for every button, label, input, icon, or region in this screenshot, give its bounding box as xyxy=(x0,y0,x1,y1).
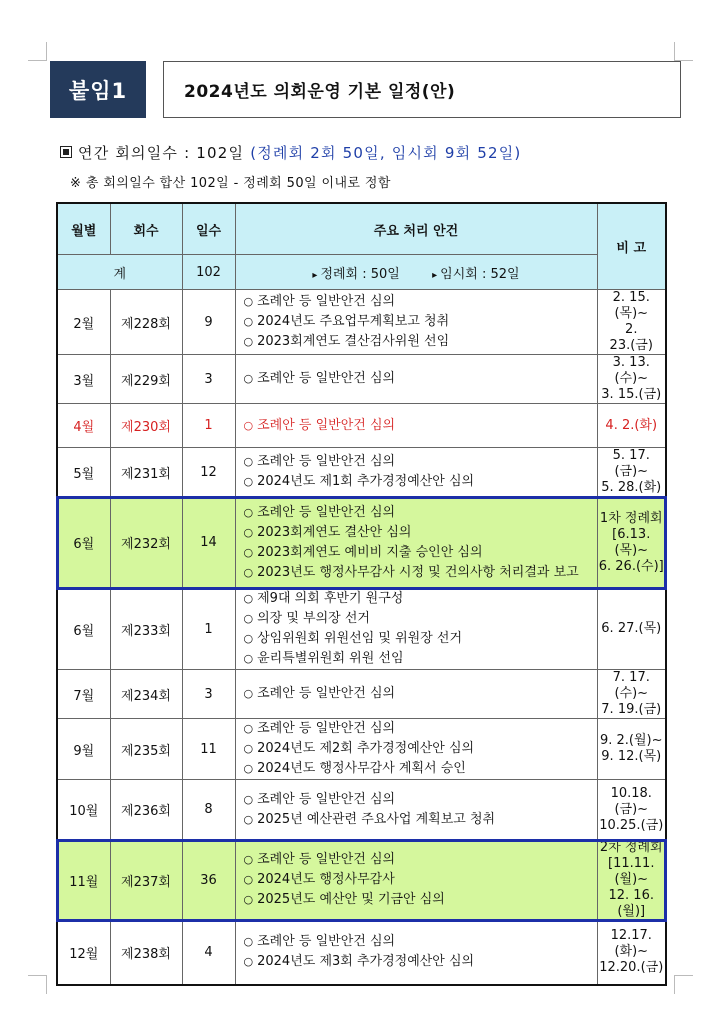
remark-line: 12.20.(금) xyxy=(599,960,664,976)
remark-line: 10.25.(금) xyxy=(599,817,664,833)
row-remark xyxy=(597,290,666,355)
summary-note: ※ 총 회의일수 합산 102일 - 정례회 50일 이내로 정함 xyxy=(70,176,391,191)
circle-bullet-icon: ○ xyxy=(243,792,254,806)
circle-bullet-icon: ○ xyxy=(243,893,254,906)
agenda-item xyxy=(244,850,597,870)
total-label: 계 xyxy=(57,255,182,290)
circle-bullet-icon: ○ xyxy=(243,592,254,605)
row-session: 제229회 xyxy=(110,355,182,404)
row-month: 10월 xyxy=(57,780,110,840)
document-title-text: 2024년도 의회운영 기본 일정(안) xyxy=(184,82,456,102)
circle-bullet-icon: ○ xyxy=(243,853,254,866)
agenda-item xyxy=(244,649,597,669)
agenda-item-text: 2025년도 예산안 및 기금안 심의 xyxy=(257,892,445,907)
remark-line: 9. 12.(목) xyxy=(601,749,662,764)
agenda-item-text: 2024년도 주요업무계획보고 청취 xyxy=(257,314,450,329)
row-days: 4 xyxy=(182,921,235,985)
row-month: 6월 xyxy=(57,589,110,670)
agenda-item-text: 2023회계연도 예비비 지출 승인안 심의 xyxy=(257,544,483,560)
total-regular: 정례회 : 50일 xyxy=(320,266,400,282)
table-row xyxy=(57,290,666,355)
circle-bullet-icon: ○ xyxy=(243,742,254,755)
row-days: 36 xyxy=(182,840,235,921)
row-agenda xyxy=(235,780,597,840)
circle-bullet-icon: ○ xyxy=(243,955,254,969)
row-session: 제230회 xyxy=(110,404,182,448)
summary-prefix: 연간 회의일수 : 102일 xyxy=(78,144,251,162)
remark-line: 3. 15.(금) xyxy=(601,387,662,402)
agenda-item-text: 조례안 등 일반안건 심의 xyxy=(257,791,396,807)
remark-line: 9. 2.(월)~ xyxy=(599,733,663,748)
circle-bullet-icon: ○ xyxy=(243,565,254,579)
row-agenda xyxy=(235,589,597,670)
remark-line: 1차 정례회 xyxy=(599,510,663,526)
row-month: 2월 xyxy=(57,290,110,355)
row-remark xyxy=(597,497,666,589)
agenda-item xyxy=(244,416,597,436)
row-remark xyxy=(597,921,666,985)
row-remark xyxy=(597,404,666,448)
agenda-item xyxy=(244,472,597,492)
agenda-item-text: 2023회계연도 결산안 심의 xyxy=(257,524,412,540)
crop-mark-top-right xyxy=(674,42,693,61)
agenda-item-text: 2024년도 제3회 추가경정예산안 심의 xyxy=(257,954,475,970)
remark-line: 12. 16.(월)] xyxy=(608,888,654,919)
table-row xyxy=(57,355,666,404)
total-breakdown xyxy=(235,255,597,290)
row-agenda xyxy=(235,719,597,780)
agenda-item xyxy=(244,790,597,810)
row-agenda xyxy=(235,355,597,404)
circle-bullet-icon: ○ xyxy=(243,418,254,432)
header-days: 일수 xyxy=(182,203,235,255)
remark-line: 4. 2.(화) xyxy=(605,417,658,433)
remark-line: 23.(금) xyxy=(609,338,653,353)
row-month: 12월 xyxy=(57,921,110,985)
row-remark xyxy=(597,448,666,497)
annual-summary xyxy=(60,142,521,163)
remark-line: 7. 17.(수)~ xyxy=(612,670,650,701)
circle-bullet-icon: ○ xyxy=(243,612,254,625)
row-session: 제232회 xyxy=(110,497,182,589)
document-title xyxy=(163,61,681,118)
row-days: 1 xyxy=(182,589,235,670)
circle-bullet-icon: ○ xyxy=(243,687,254,700)
agenda-item xyxy=(244,932,597,952)
header-remark: 비 고 xyxy=(597,203,666,290)
remark-line: 2차 정례회 xyxy=(599,840,663,855)
circle-bullet-icon: ○ xyxy=(243,372,254,385)
crop-mark-bottom-right xyxy=(674,975,693,994)
row-remark xyxy=(597,840,666,921)
agenda-item-text: 조례안 등 일반안건 심의 xyxy=(257,454,396,469)
row-days: 3 xyxy=(182,670,235,719)
table-row xyxy=(57,719,666,780)
row-agenda xyxy=(235,448,597,497)
agenda-item xyxy=(244,589,597,609)
remark-line: [11.11.(월)~ xyxy=(608,856,655,887)
row-remark xyxy=(597,670,666,719)
header-session: 회수 xyxy=(110,203,182,255)
circle-bullet-icon: ○ xyxy=(243,873,254,886)
row-month: 3월 xyxy=(57,355,110,404)
row-agenda xyxy=(235,921,597,985)
row-days: 3 xyxy=(182,355,235,404)
remark-line: 6. 27.(목) xyxy=(601,621,662,636)
row-session: 제236회 xyxy=(110,780,182,840)
agenda-item-text: 2025년 예산관련 주요사업 계획보고 청취 xyxy=(257,811,496,827)
agenda-item-text: 2023회계연도 결산검사위원 선임 xyxy=(257,334,450,349)
remark-line: 5. 17.(금)~ xyxy=(612,448,650,479)
attachment-badge: 붙임1 xyxy=(50,61,146,118)
agenda-item xyxy=(244,759,597,779)
row-days: 1 xyxy=(182,404,235,448)
agenda-item-text: 조례안 등 일반안건 심의 xyxy=(257,934,396,950)
row-days: 11 xyxy=(182,719,235,780)
agenda-item xyxy=(244,523,597,543)
circle-bullet-icon: ○ xyxy=(243,935,254,949)
agenda-item xyxy=(244,629,597,649)
remark-line: 7. 19.(금) xyxy=(601,702,662,717)
circle-bullet-icon: ○ xyxy=(243,455,254,468)
circle-bullet-icon: ○ xyxy=(243,762,254,775)
row-agenda xyxy=(235,497,597,589)
remark-line: 6. 26.(수)] xyxy=(598,558,664,574)
agenda-item-text: 제9대 의회 후반기 원구성 xyxy=(257,591,404,606)
row-month: 4월 xyxy=(57,404,110,448)
agenda-item xyxy=(244,952,597,972)
row-days: 8 xyxy=(182,780,235,840)
table-row xyxy=(57,448,666,497)
crop-mark-top-left xyxy=(28,42,47,61)
circle-bullet-icon: ○ xyxy=(243,475,254,488)
agenda-item-text: 조례안 등 일반안건 심의 xyxy=(257,294,396,309)
table-row xyxy=(57,780,666,840)
agenda-item xyxy=(244,609,597,629)
row-session: 제233회 xyxy=(110,589,182,670)
table-row xyxy=(57,404,666,448)
total-days: 102 xyxy=(182,255,235,290)
agenda-item xyxy=(244,292,597,312)
agenda-item-text: 2024년도 행정사무감사 xyxy=(257,872,395,887)
row-days: 14 xyxy=(182,497,235,589)
remark-line: 5. 28.(화) xyxy=(601,480,662,495)
total-extra: 임시회 : 52일 xyxy=(440,266,520,282)
agenda-item xyxy=(244,452,597,472)
remark-line: 12.17.(화)~ xyxy=(610,928,652,960)
agenda-item xyxy=(244,332,597,352)
row-month: 6월 xyxy=(57,497,110,589)
agenda-item-text: 조례안 등 일반안건 심의 xyxy=(257,371,396,386)
row-month: 9월 xyxy=(57,719,110,780)
agenda-item xyxy=(244,719,597,739)
agenda-item xyxy=(244,890,597,910)
circle-bullet-icon: ○ xyxy=(243,505,254,519)
row-month: 7월 xyxy=(57,670,110,719)
row-session: 제237회 xyxy=(110,840,182,921)
remark-line: [6.13.(목)~ xyxy=(612,526,651,558)
agenda-item-text: 조례안 등 일반안건 심의 xyxy=(257,852,396,867)
row-agenda xyxy=(235,290,597,355)
row-session: 제238회 xyxy=(110,921,182,985)
remark-line: 10.18.(금)~ xyxy=(610,785,652,817)
row-days: 12 xyxy=(182,448,235,497)
agenda-item-text: 상임위원회 위원선임 및 위원장 선거 xyxy=(257,631,463,646)
row-agenda xyxy=(235,840,597,921)
table-row xyxy=(57,670,666,719)
agenda-item xyxy=(244,870,597,890)
agenda-item-text: 윤리특별위원회 위원 선임 xyxy=(257,651,404,666)
triangle-bullet-icon: ▸ xyxy=(312,269,318,281)
agenda-item xyxy=(244,312,597,332)
table-row xyxy=(57,840,666,921)
circle-bullet-icon: ○ xyxy=(243,812,254,826)
circle-bullet-icon: ○ xyxy=(243,722,254,735)
agenda-item-text: 2023년도 행정사무감사 시정 및 건의사항 처리결과 보고 xyxy=(257,564,579,580)
remark-line: 3. 13.(수)~ xyxy=(612,355,650,386)
row-session: 제231회 xyxy=(110,448,182,497)
agenda-item xyxy=(244,503,597,523)
agenda-item xyxy=(244,563,597,583)
agenda-item-text: 조례안 등 일반안건 심의 xyxy=(257,504,396,520)
summary-detail: (정례회 2회 50일, 임시회 9회 52일) xyxy=(250,144,522,162)
remark-line: 2. 15.(목)~ xyxy=(612,290,650,321)
table-row xyxy=(57,589,666,670)
row-remark xyxy=(597,589,666,670)
row-remark xyxy=(597,780,666,840)
row-session: 제235회 xyxy=(110,719,182,780)
agenda-item-text: 2024년도 제2회 추가경정예산안 심의 xyxy=(257,741,475,756)
agenda-item-text: 의장 및 부의장 선거 xyxy=(257,611,370,626)
agenda-item xyxy=(244,684,597,704)
row-month: 11월 xyxy=(57,840,110,921)
row-month: 5월 xyxy=(57,448,110,497)
remark-line: 2. xyxy=(625,322,638,337)
square-bullet-icon xyxy=(60,146,72,158)
agenda-item-text: 조례안 등 일반안건 심의 xyxy=(257,686,396,701)
row-agenda xyxy=(235,670,597,719)
agenda-item-text: 조례안 등 일반안건 심의 xyxy=(257,721,396,736)
circle-bullet-icon: ○ xyxy=(243,632,254,645)
row-remark xyxy=(597,355,666,404)
agenda-item xyxy=(244,369,597,389)
schedule-table xyxy=(56,202,667,986)
header-agenda: 주요 처리 안건 xyxy=(235,203,597,255)
agenda-item xyxy=(244,810,597,830)
circle-bullet-icon: ○ xyxy=(243,545,254,559)
row-agenda xyxy=(235,404,597,448)
agenda-item xyxy=(244,739,597,759)
header-month: 월별 xyxy=(57,203,110,255)
agenda-item-text: 2024년도 행정사무감사 계획서 승인 xyxy=(257,761,466,776)
circle-bullet-icon: ○ xyxy=(243,335,254,348)
crop-mark-bottom-left xyxy=(28,975,47,994)
triangle-bullet-icon: ▸ xyxy=(432,269,438,281)
row-session: 제234회 xyxy=(110,670,182,719)
circle-bullet-icon: ○ xyxy=(243,525,254,539)
row-remark xyxy=(597,719,666,780)
table-row xyxy=(57,497,666,589)
row-days: 9 xyxy=(182,290,235,355)
table-row xyxy=(57,921,666,985)
circle-bullet-icon: ○ xyxy=(243,295,254,308)
agenda-item xyxy=(244,543,597,563)
circle-bullet-icon: ○ xyxy=(243,652,254,665)
agenda-item-text: 2024년도 제1회 추가경정예산안 심의 xyxy=(257,474,475,489)
row-session: 제228회 xyxy=(110,290,182,355)
circle-bullet-icon: ○ xyxy=(243,315,254,328)
agenda-item-text: 조례안 등 일반안건 심의 xyxy=(257,417,396,433)
